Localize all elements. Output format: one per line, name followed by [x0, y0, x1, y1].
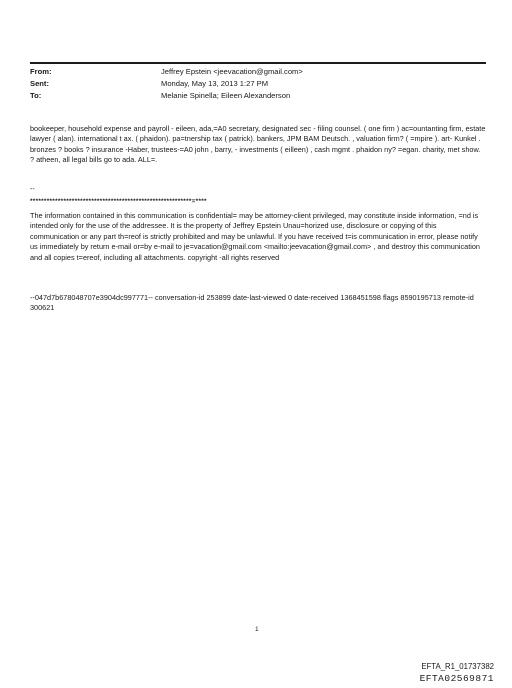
header-rule: [30, 62, 486, 64]
from-value: Jeffrey Epstein <jeevacation@gmail.com>: [161, 67, 303, 76]
message-metadata: --047d7b678048707e3904dc997771-- conversation-id 253899 date-last-viewed 0 date-received 1368451598 flags 8590195713 remote-id 300621: [30, 293, 474, 313]
confidentiality-disclaimer: The information contained in this communication is confidential= may be attorney-client privileged, may constitute inside information, =nd is intended only for the use of the addressee. It is the property of Jeffrey Epstein Unau=horized use, disclosure or copying of this communication or any part th=reof is strictly prohibited and may be unlawful. If you have received t=is communication in error, please notify us immediately by return e-mail or=by e-mail to je=vacation@gmail.com <mailto:jeevacation@gmail.com> , and destroy this communication and all copies t=ereof, including all attachments. copyright -all rights reserved: [30, 211, 480, 262]
to-label: To:: [30, 91, 42, 100]
separator-line: **********************************************************=****: [30, 198, 207, 205]
to-value: Melanie Spinella; Eileen Alexanderson: [161, 91, 291, 100]
message-body: bookeeper, household expense and payroll - eileen, ada,=A0 secretary, designated sec - filing counsel. ( one firm ) ac=ountanting firm, estate lawyer ( alan). international t ax. ( phaidon). pa=tnership tax ( patrick). bankers, JPM BAM Deutsch. , valuation firm? ( =mpire ). art- Kunkel . bronzes ? books ? insurance -Haber, trustees-=A0 john , barry, - investments ( eilleen) , cash mgmt . phaidon ny? =egan. charity, met show. ? atheen, all legal bills go to ada. ALL=.: [30, 124, 486, 165]
signature-marker: --: [30, 186, 35, 193]
page-number: 1: [255, 626, 259, 633]
bates-number-primary: EFTA_R1_01737382: [421, 662, 494, 671]
from-label: From:: [30, 67, 52, 76]
bates-number-secondary: EFTA02569871: [419, 673, 494, 684]
sent-value: Monday, May 13, 2013 1:27 PM: [161, 79, 269, 88]
sent-label: Sent:: [30, 79, 49, 88]
